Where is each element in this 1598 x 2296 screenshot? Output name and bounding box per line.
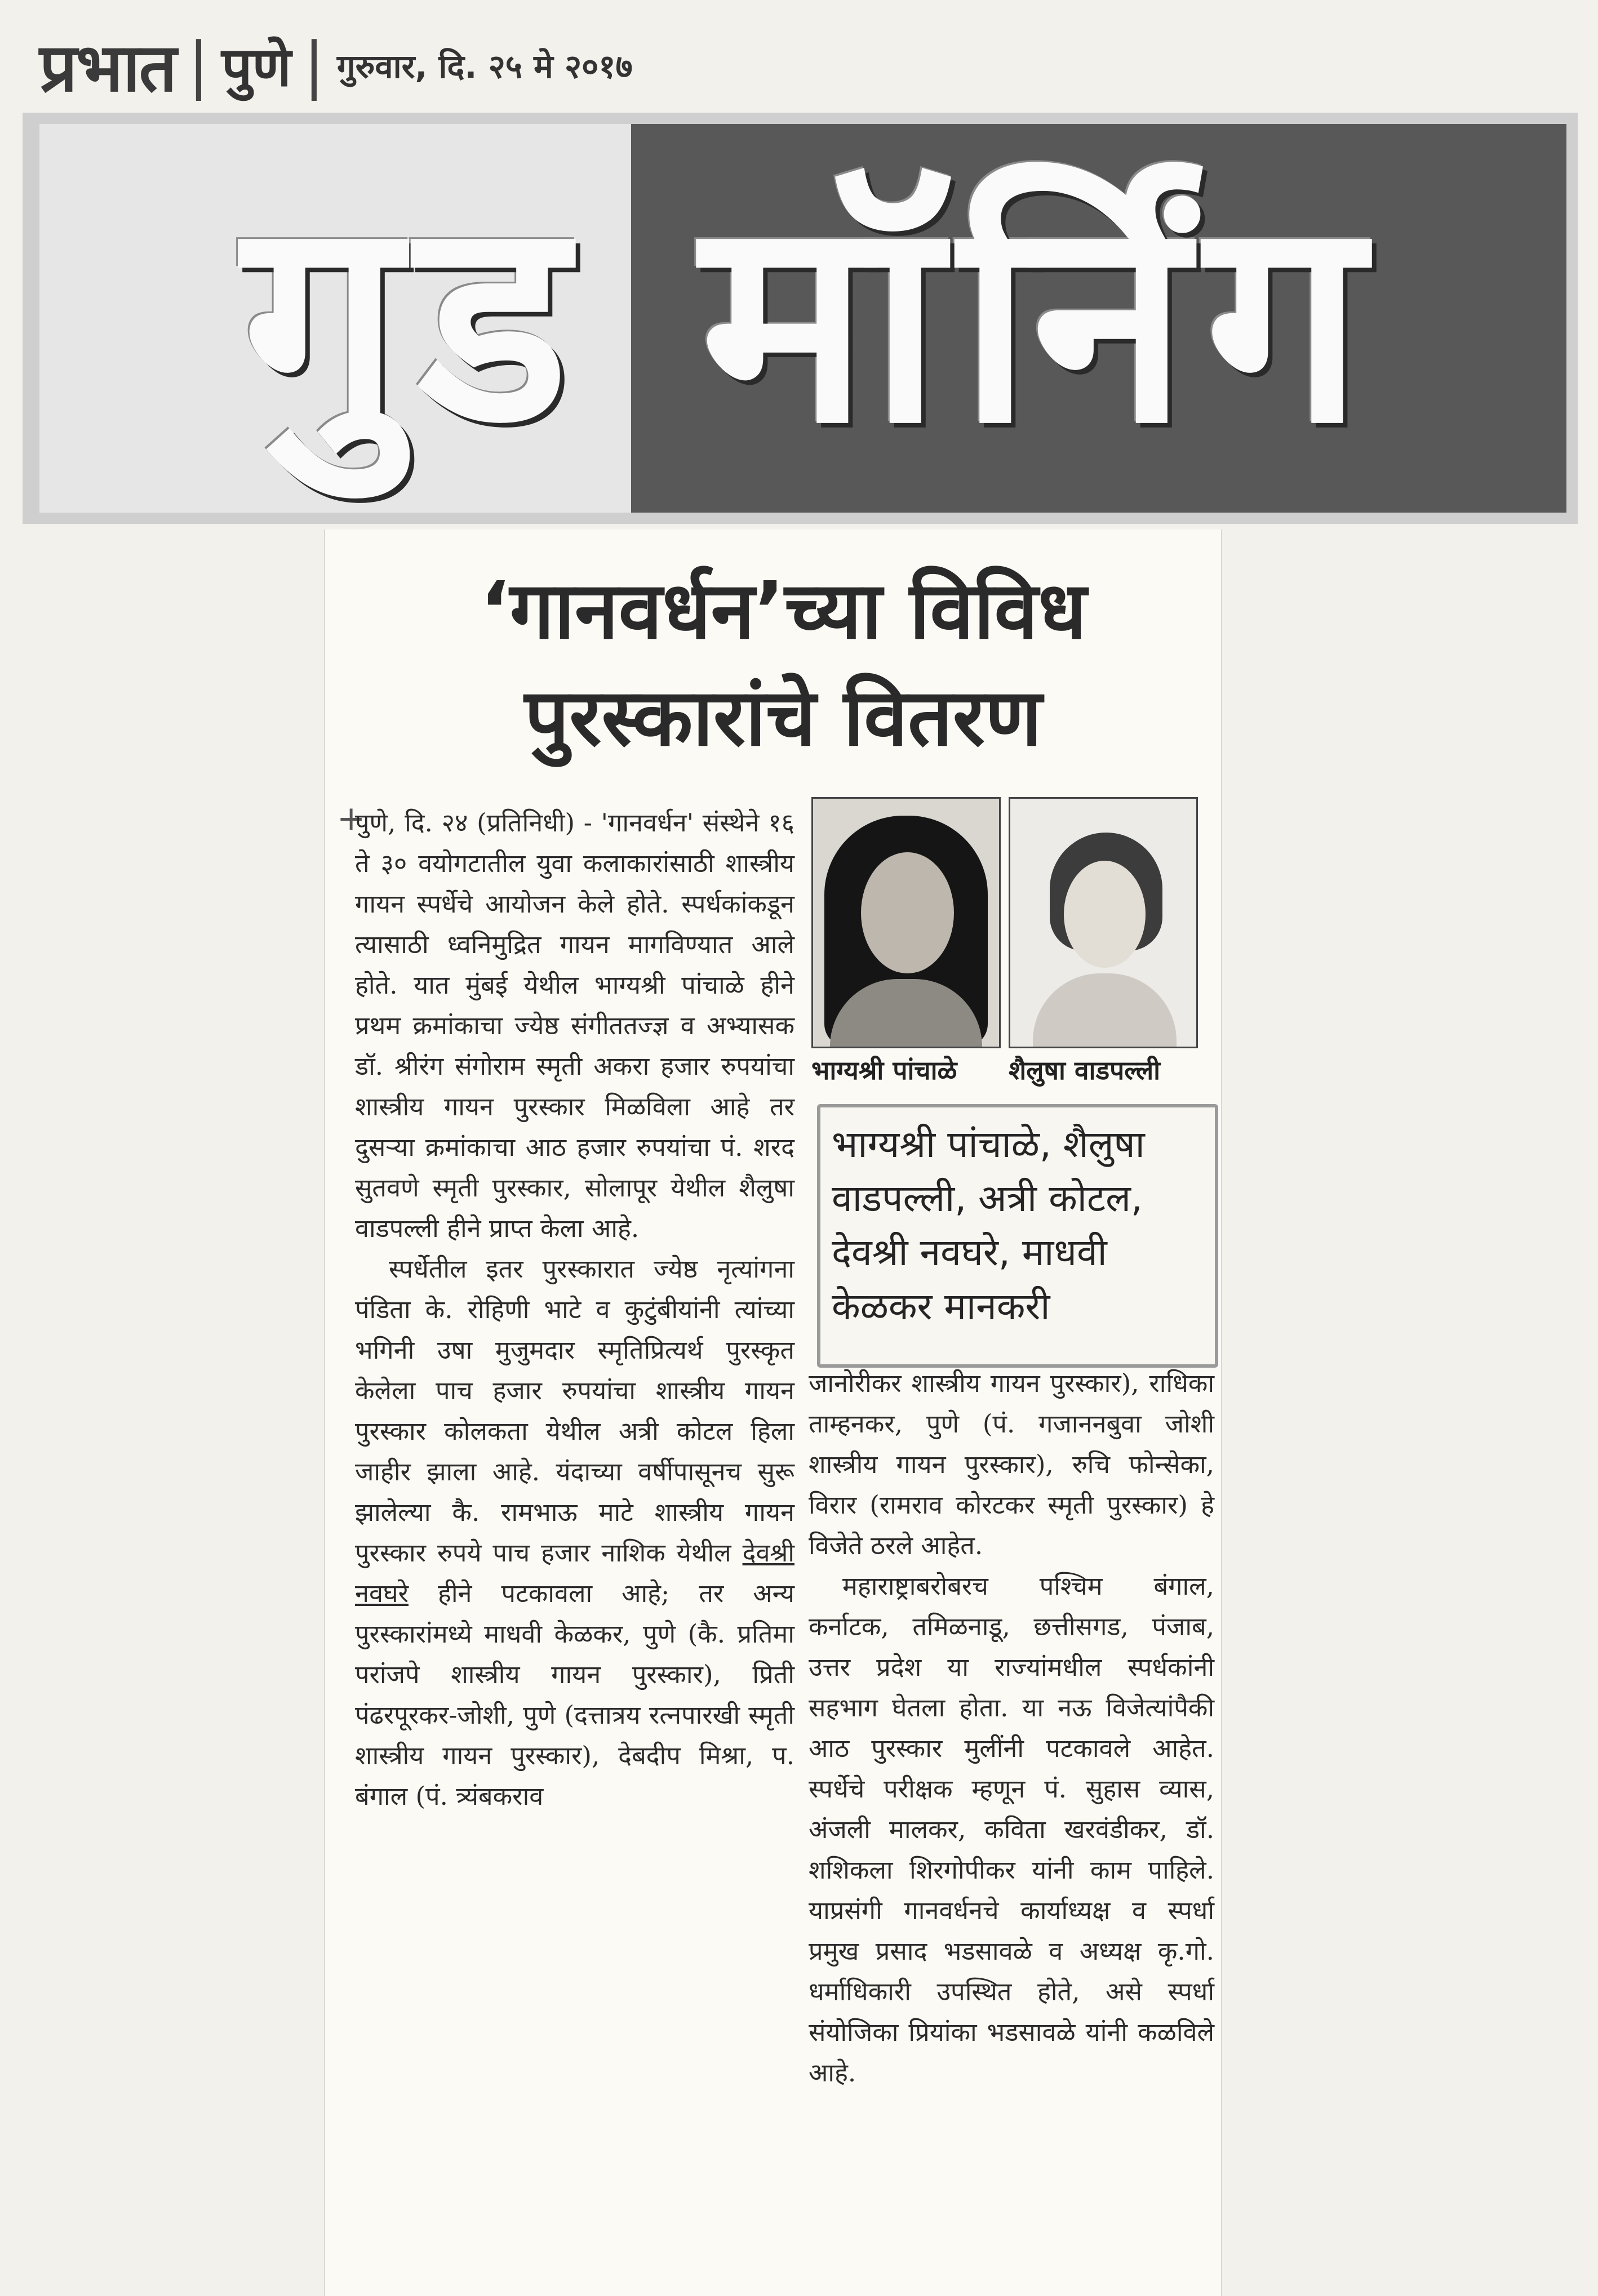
photo-caption-2: शैलुषा वाडपल्ली: [1009, 1055, 1161, 1085]
underlined-name: देवश्री नवघरे: [355, 1538, 794, 1608]
photo-shailusha-wadpalli: [1009, 797, 1198, 1048]
article-paragraph-4: महाराष्ट्राबरोबरच पश्चिम बंगाल, कर्नाटक, तमिळनाडू, छत्तीसगड, पंजाब, उत्तर प्रदेश या राज्यांमधील स्पर्धकांनी सहभाग घेतला होता. या नऊ विजेत्यांपैकी आठ पुरस्कार मुलींनी पटकावले आहेत. स्पर्धेचे परीक्षक म्हणून पं. सुहास व्यास, अंजली मालकर, कविता खरवंडीकर, डॉ. शशिकला शिरगोपीकर यांनी काम पाहिले. याप्रसंगी गानवर्धनचे कार्याध्यक्ष व स्पर्धा प्रमुख प्रसाद भडसावळे व अध्यक्ष कृ.गो. धर्माधिकारी उपस्थित होते, असे स्पर्धा संयोजिका प्रियांका भडसावळे यांनी कळविले आहे.: [809, 1571, 1214, 2088]
paragraph-2-text-b: हीने पटकावला आहे; तर अन्य पुरस्कारांमध्ये माधवी केळकर, पुणे (कै. प्रतिमा परांजपे शास्त्रीय गायन पुरस्कार), प्रिती पंढरपूरकर-जोशी, पुणे (दत्तात्रय रत्नपारखी स्मृती शास्त्रीय गायन पुरस्कार), देबदीप मिश्रा, प. बंगाल (पं. त्र्यंबकराव: [355, 1578, 794, 1811]
article-paragraph-1: पुणे, दि. २४ (प्रतिनिधी) - 'गानवर्धन' संस्थेने १६ ते ३० वयोगटातील युवा कलाकारांसाठी शास्त्रीय गायन स्पर्धेचे आयोजन केले होते. स्पर्धकांकडून त्यासाठी ध्वनिमुद्रित गायन मागविण्यात आले होते. यात मुंबई येथील भाग्यश्री पांचाळे हीने प्रथम क्रमांकाचा ज्येष्ठ संगीततज्ज्ञ व अभ्यासक डॉ. श्रीरंग संगोराम स्मृती अकरा हजार रुपयांचा शास्त्रीय गायन पुरस्कार मिळविला आहे तर दुसऱ्या क्रमांकाचा आठ हजार रुपयांचा पं. शरद सुतवणे स्मृती पुरस्कार, सोलापूर येथील शैलुषा वाडपल्ली हीने प्राप्त केला आहे.: [355, 808, 794, 1243]
section-banner: [23, 113, 1578, 524]
winners-summary-box: भाग्यश्री पांचाळे, शैलुषा वाडपल्ली, अत्री कोटल, देवश्री नवघरे, माधवी केळकर मानकरी: [817, 1104, 1218, 1368]
article-paragraph-3: जानोरीकर शास्त्रीय गायन पुरस्कार), राधिका ताम्हनकर, पुणे (पं. गजाननबुवा जोशी शास्त्रीय गायन पुरस्कार), रुचि फोन्सेका, विरार (रामराव कोरटकर स्मृती पुरस्कार) हे विजेते ठरले आहेत.: [809, 1368, 1214, 1560]
section-title: गुड मॉर्निंग: [242, 157, 1381, 485]
photo-face: [861, 852, 954, 973]
photo-shoulders: [1033, 973, 1177, 1048]
photo-bhagyashree-panchale: [811, 797, 1001, 1048]
article-paragraph-2: [355, 1249, 794, 1817]
photo-face: [1064, 861, 1146, 968]
article-headline: [361, 558, 1206, 772]
issue-date: गुरुवार, दि. २५ मे २०१७: [336, 47, 633, 86]
newspaper-logo: प्रभात: [39, 28, 176, 106]
headline-line-1: ‘गानवर्धन’च्या विविध: [480, 565, 1087, 657]
photo-caption-1: भाग्यश्री पांचाळे: [811, 1055, 957, 1085]
article-left-column: [355, 803, 794, 1817]
crop-mark-icon: +: [337, 799, 366, 838]
headline-line-2: पुरस्कारांचे वितरण: [524, 672, 1042, 764]
article-right-column: [809, 1363, 1214, 2093]
edition-city: पुणे: [221, 35, 291, 99]
masthead-separator: |: [188, 29, 209, 101]
masthead: [39, 23, 633, 107]
masthead-separator-2: |: [303, 29, 325, 101]
paragraph-2-text-a: स्पर्धेतील इतर पुरस्कारात ज्येष्ठ नृत्यांगना पंडिता के. रोहिणी भाटे व कुटुंबीयांनी त्यांच्या भगिनी उषा मुजुमदार स्मृतिप्रित्यर्थ पुरस्कृत केलेला पाच हजार रुपयांचा शास्त्रीय गायन पुरस्कार कोलकता येथील अत्री कोटल हिला जाहीर झाला आहे. यंदाच्या वर्षीपासूनच सुरू झालेल्या कै. रामभाऊ माटे शास्त्रीय गायन पुरस्कार रुपये पाच हजार नाशिक येथील: [355, 1254, 794, 1568]
